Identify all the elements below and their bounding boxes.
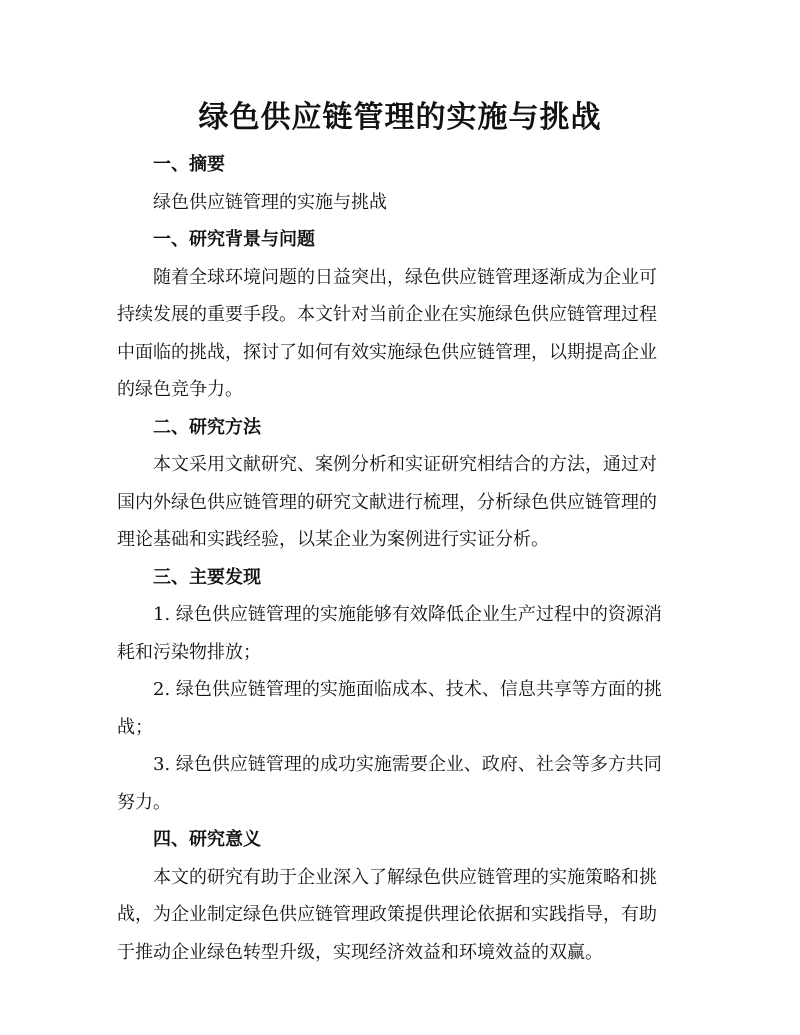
methods-paragraph-line: 理论基础和实践经验，以某企业为案例进行实证分析。: [117, 529, 549, 550]
significance-paragraph-line: 本文的研究有助于企业深入了解绿色供应链管理的实施策略和挑: [153, 866, 657, 888]
finding-item-line: 3. 绿色供应链管理的成功实施需要企业、政府、社会等多方共同: [153, 754, 662, 775]
significance-heading: 四、研究意义: [153, 829, 261, 850]
document-body: [117, 146, 685, 971]
abstract-heading: 一、摘要: [153, 154, 225, 175]
methods-heading: 二、研究方法: [153, 416, 261, 438]
methods-paragraph-line: 国内外绿色供应链管理的研究文献进行梳理，分析绿色供应链管理的: [117, 491, 657, 513]
significance-paragraph-line: 战，为企业制定绿色供应链管理政策提供理论依据和实践指导，有助: [117, 904, 657, 925]
background-paragraph-line: 随着全球环境问题的日益突出，绿色供应链管理逐渐成为企业可: [153, 266, 657, 288]
background-heading: 一、研究背景与问题: [153, 229, 315, 250]
document-title: 绿色供应链管理的实施与挑战: [198, 100, 602, 135]
finding-item-line: 努力。: [117, 791, 171, 813]
finding-item-line: 战；: [117, 716, 153, 738]
abstract-text: 绿色供应链管理的实施与挑战: [153, 191, 387, 213]
methods-paragraph-line: 本文采用文献研究、案例分析和实证研究相结合的方法，通过对: [153, 454, 657, 475]
background-paragraph-line: 中面临的挑战，探讨了如何有效实施绿色供应链管理，以期提高企业: [117, 341, 657, 363]
finding-item-line: 1. 绿色供应链管理的实施能够有效降低企业生产过程中的资源消: [153, 604, 662, 625]
finding-item-line: 耗和污染物排放；: [117, 641, 261, 663]
background-paragraph-line: 持续发展的重要手段。本文针对当前企业在实施绿色供应链管理过程: [117, 304, 657, 325]
significance-paragraph-line: 于推动企业绿色转型升级，实现经济效益和环境效益的双赢。: [117, 941, 603, 963]
background-paragraph-line: 的绿色竞争力。: [117, 379, 243, 400]
finding-item-line: 2. 绿色供应链管理的实施面临成本、技术、信息共享等方面的挑: [153, 679, 662, 700]
findings-heading: 三、主要发现: [153, 566, 261, 588]
